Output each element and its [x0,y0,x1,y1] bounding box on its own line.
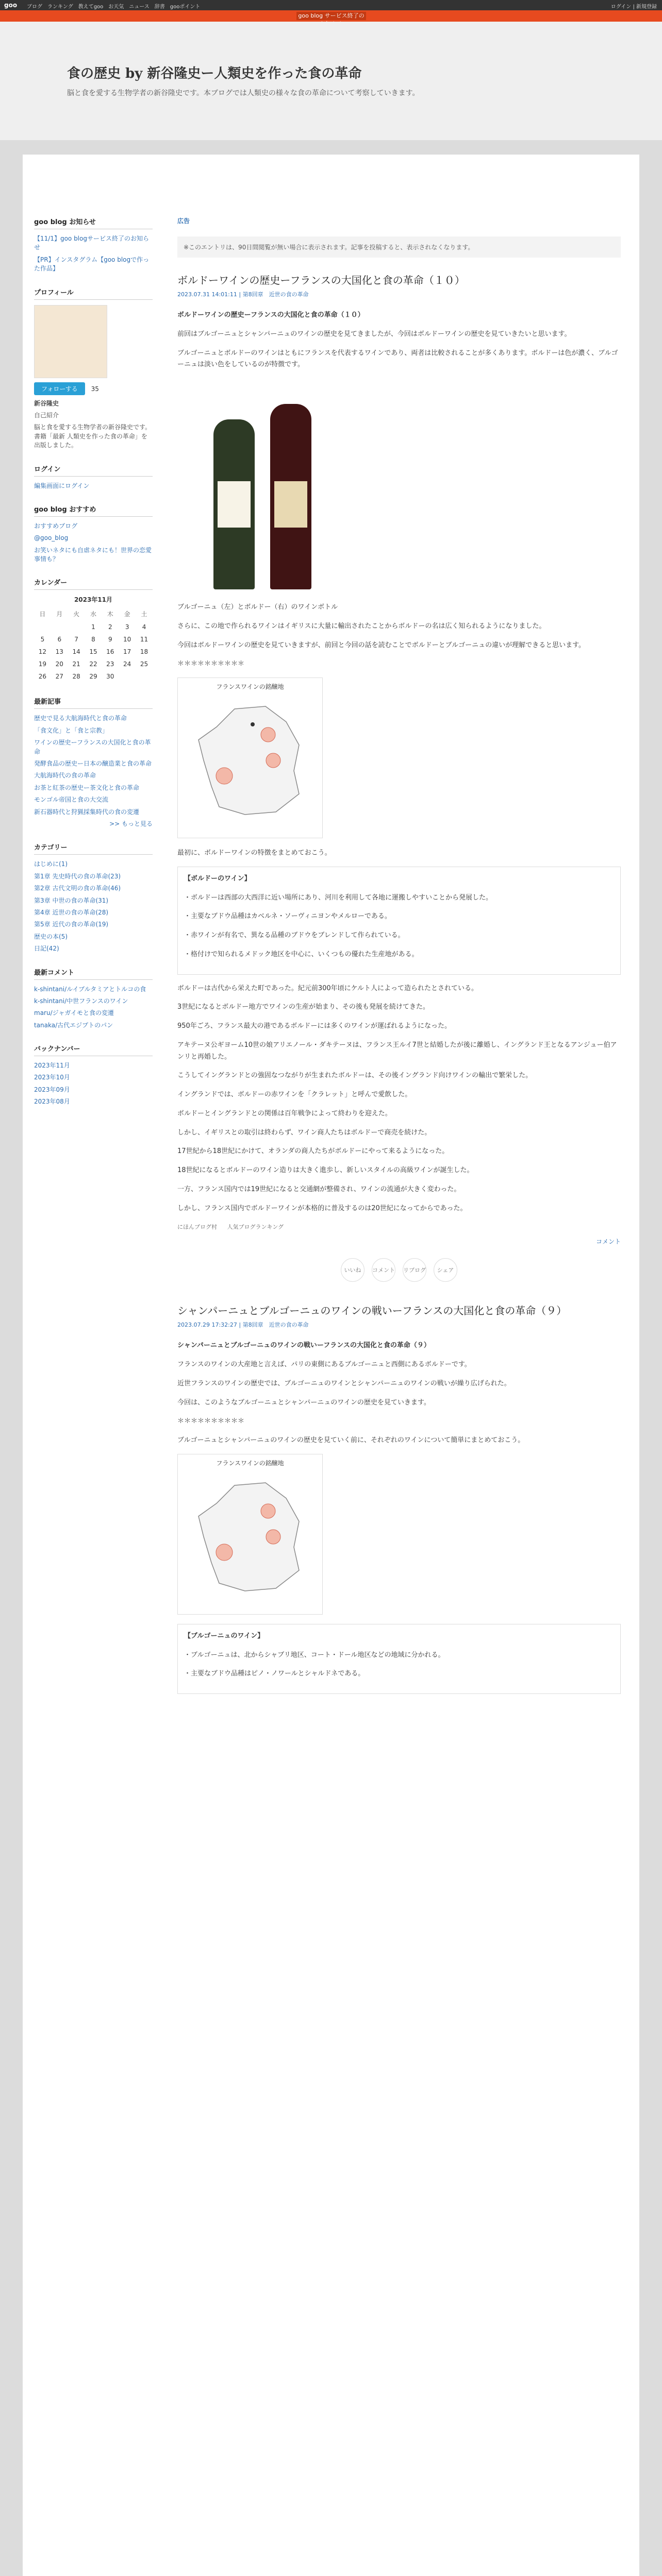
post-paragraph: 前回はブルゴーニュとシャンパーニュのワインの歴史を見てきましたが、今回はボルドーワインの歴史を見ていきたいと思います。 [177,330,571,338]
calendar-day[interactable]: 18 [140,648,148,656]
post-paragraph: 最初に、ボルドーワインの特徴をまとめておこう。 [177,849,332,857]
recent-article-link[interactable]: 発酵食品の歴史ー日本の醸造業と食の革命 [34,760,152,768]
calendar-day[interactable]: 16 [106,648,114,656]
category-heading: カテゴリー [34,842,153,855]
post-paragraph: イングランドでは、ボルドーの赤ワインを「クラレット」と呼んで愛飲した。 [177,1091,412,1098]
post-paragraph: しかし、イギリスとの取引は終わらず、ワイン商人たちはボルドーで商売を続けた。 [177,1128,432,1137]
recent-article-link[interactable]: お茶と紅茶の歴史ー茶文化と食の革命 [34,784,140,791]
notice-link[interactable]: 【11/1】goo blogサービス終了のお知らせ [34,235,149,251]
content-container [23,155,639,2576]
blog-header [0,22,662,141]
category-link[interactable]: 日記(42) [34,945,59,953]
features-title: 【ブルゴーニュのワイン】 [184,1632,264,1640]
calendar-day[interactable]: 22 [89,660,97,668]
feature-item: ・ブルゴーニュは、北からシャブリ地区、コート・ドール地区などの地域に分かれる。 [184,1651,445,1659]
weekday: 土 [141,611,147,618]
category-link[interactable]: 第3章 中世の食の革命(31) [34,896,109,904]
notice-heading: goo blog お知らせ [34,216,153,229]
more-link[interactable]: >> もっと見る [109,820,153,827]
share-button[interactable]: シェア [434,1258,457,1282]
post-article [177,1302,621,1694]
profile-name: 新谷隆史 [34,399,59,407]
feature-item: ・主要なブドウ品種はカベルネ・ソーヴィニヨンやメルローである。 [184,912,391,921]
recent-article-link[interactable]: ワインの歴史ーフランスの大国化と食の革命 [34,739,151,755]
recent-article-link[interactable]: 「食文化」と「食と宗教」 [34,726,109,734]
post-meta[interactable]: 2023.07.29 17:32:27 | 第8回章 近世の食の革命 [177,1321,309,1329]
post-paragraph: ブルゴーニュとボルドーのワインはともにフランスを代表するワインであり、両者は比較されることが多くあります。ボルドーは色が濃く、ブルゴーニュは淡い色をしているのが特徴です。 [177,349,618,369]
calendar-day[interactable]: 24 [123,660,131,668]
backnumber-section [34,1043,153,1107]
inactive-notice: ※このエントリは、90日間閲覧が無い場合に表示されます。記事を投稿すると、表示されなくなります。 [177,236,621,258]
recommend-text[interactable]: お笑いネタにも自虐ネタにも！世界の恋愛事情も？ [34,546,152,563]
calendar-day[interactable]: 7 [74,636,78,643]
comment-button[interactable]: コメント [372,1258,395,1282]
post-article [177,272,621,1282]
comments-section [34,967,153,1030]
post-paragraph: アキテーヌ公ギヨーム10世の娘アリエノール・ダキテーヌは、フランス王ルイ7世と結婚したが後に離婚し、イングランド王となるアンジュー伯アンリと再婚した。 [177,1041,617,1061]
post-paragraph: さらに、この地で作られるワインはイギリスに大量に輸出されたことからボルドーの名は広く知られるようになりました。 [177,622,546,630]
post-paragraph: しかし、フランス国内でボルドーワインが本格的に普及するのは20世紀になってからであった。 [177,1204,467,1212]
post-paragraph: フランスのワインの大産地と言えば、パリの東側にあるブルゴーニュと西側にあるボルドーです。 [177,1361,471,1368]
backnumber-heading: バックナンバー [34,1043,153,1056]
profile-section [34,287,153,450]
comment-link[interactable]: k-shintani/ルイブルタミアとトルコの食 [34,985,146,993]
post-paragraph: ボルドーとイングランドとの関係は百年戦争によって終わりを迎えた。 [177,1109,392,1117]
post-meta[interactable]: 2023.07.31 14:01:11 | 第8回章 近世の食の革命 [177,291,309,298]
weekday: 水 [90,611,96,618]
bottle-label-right [274,481,307,528]
calendar-day[interactable] [136,670,153,683]
recommend-link[interactable]: @goo_blog [34,534,69,542]
comments-heading: 最新コメント [34,967,153,980]
post-separator [177,1282,621,1302]
blog-badges [177,1223,621,1231]
calendar-section [34,577,153,683]
profile-heading: プロフィール [34,287,153,300]
blogmura-badge[interactable]: にほんブログ村 [177,1224,217,1231]
backnumber-link[interactable]: 2023年08月 [34,1098,70,1106]
france-map-icon [188,1475,312,1599]
calendar-day[interactable]: 27 [55,673,63,681]
backnumber-link[interactable]: 2023年09月 [34,1086,70,1093]
calendar-day[interactable]: 3 [125,623,129,631]
post-paragraph: 今回はボルドーワインの歴史を見ていきますが、前回と今回の話を読むことでボルドーとブルゴーニュの違いが理解できると思います。 [177,641,586,649]
calendar-day[interactable] [68,621,85,633]
alert-bar [0,10,662,22]
like-button[interactable]: いいね [341,1258,365,1282]
weekday: 木 [107,611,113,618]
post-paragraph: 17世紀から18世紀にかけて、オランダの商人たちがボルドーにやって来るようになった。 [177,1147,449,1156]
recent-heading: 最新記事 [34,696,153,709]
calendar-day[interactable]: 11 [140,636,148,643]
goo-logo[interactable]: goo [4,2,18,9]
calendar-heading: カレンダー [34,577,153,590]
profile-text: 脳と食を愛する生物学者の新谷隆史です。書籍「最新 人類史を作った食の革命」を出版しました。 [34,423,152,449]
notice-link[interactable]: 【PR】インスタグラム【goo blogで作った作品】 [34,256,150,273]
post-intro: ボルドーワインの歴史ーフランスの大国化と食の革命（１０） [177,311,365,319]
calendar-day[interactable]: 19 [38,660,47,668]
post-paragraph: 3世紀になるとボルドー地方でワインの生産が始まり、その後も発展を続けてきた。 [177,1003,429,1011]
post-paragraph: ブルゴーニュとシャンパーニュのワインの歴史を見ていく前に、それぞれのワインについて簡単にまとめておこう。 [177,1436,525,1444]
weekday: 日 [39,611,46,618]
wine-bottles-photo [177,378,353,595]
post-body [177,310,621,1282]
post-title[interactable]: ボルドーワインの歴史ーフランスの大国化と食の革命（１０） [177,274,465,286]
france-map-icon [188,699,312,822]
post-paragraph: 一方、フランス国内では19世紀になると交通網が整備され、ワインの流通が大きく変わった。 [177,1185,461,1193]
calendar-day[interactable]: 4 [142,623,146,631]
post-intro: シャンパーニュとブルゴーニュのワインの戦いーフランスの大国化と食の革命（９） [177,1342,431,1350]
profile-image [34,305,107,378]
weekday: 火 [73,611,80,618]
post-paragraph: こうしてイングランドとの強固なつながりが生まれたボルドーは、その後イングランド向けワインの輸出で繁栄した。 [177,1072,533,1080]
post-paragraph: 近世フランスのワインの歴史では、ブルゴーニュのワインとシャンパーニュのワインの戦いが繰り広げられた。 [177,1379,511,1387]
calendar-day[interactable]: 6 [57,636,62,643]
calendar-day[interactable]: 1 [91,623,95,631]
map-title: フランスワインの銘醸地 [216,1459,284,1467]
photo-caption: ブルゴーニュ（左）とボルドー（右）のワインボトル [177,603,338,611]
recent-article-link[interactable]: 歴史で見る大航海時代と食の革命 [34,715,127,722]
features-title: 【ボルドーのワイン】 [184,874,251,883]
feature-item: ・ボルドーは西部の大西洋に近い場所にあり、河川を利用して各地に運搬しやすいことから発展した。 [184,893,493,902]
reblog-button[interactable]: リブログ [403,1258,426,1282]
feature-item: ・赤ワインが有名で、異なる品種のブドウをブレンドして作られている。 [184,931,405,939]
calendar-day[interactable]: 15 [89,648,97,656]
blog-title[interactable]: 食の歴史 by 新谷隆史ー人類史を作った食の革命 [67,66,362,81]
calendar-day[interactable]: 20 [55,660,63,668]
service-end-notice-button[interactable]: goo blog サービス終了の [296,12,366,20]
post-paragraph: 18世紀になるとボルドーのワイン造りは大きく進歩し、新しいスタイルの高級ワインが誕生した。 [177,1166,474,1174]
calendar-day[interactable]: 5 [40,636,45,643]
login-section [34,464,153,490]
comment-link[interactable]: maru/ジャガイモと食の変遷 [34,1009,114,1017]
top-nav[interactable]: ブログ ランキング 教えてgoo お天気 ニュース 辞書 gooポイント [27,4,201,10]
recommend-section [34,504,153,564]
recent-section [34,696,153,828]
separator-stars: ＊＊＊＊＊＊＊＊＊＊ [177,1417,245,1426]
separator-stars: ＊＊＊＊＊＊＊＊＊＊ [177,660,245,668]
login-heading: ログイン [34,464,153,477]
profile-subheading: 自己紹介 [34,411,59,419]
features-box [177,867,621,975]
recent-article-link[interactable]: 新石器時代と狩猟採集時代の食の変遷 [34,808,140,816]
france-wine-map [177,677,323,838]
post-paragraph: 今回は、このようなブルゴーニュとシャンパーニュのワインの歴史を見ていきます。 [177,1398,431,1406]
recent-article-link[interactable]: 大航海時代の食の革命 [34,772,96,779]
calendar-day[interactable]: 26 [38,673,47,681]
category-link[interactable]: 第1章 先史時代の食の革命(23) [34,872,121,880]
calendar-day[interactable]: 23 [106,660,114,668]
calendar-month: 2023年11月 [74,596,113,604]
recommend-link[interactable]: おすすめブログ [34,522,78,530]
calendar-day[interactable]: 25 [140,660,148,668]
comment-link[interactable]: tanaka/古代エジプトのパン [34,1021,113,1029]
notice-section [34,216,153,274]
calendar-day[interactable]: 30 [106,673,114,681]
login-link[interactable]: 編集画面にログイン [34,482,90,489]
calendar-day[interactable]: 12 [38,648,47,656]
backnumber-link[interactable]: 2023年10月 [34,1074,70,1081]
weekday: 月 [56,611,63,618]
follower-count: 35 [91,385,99,393]
main-content [177,216,621,1694]
category-link[interactable]: はじめに(1) [34,860,68,868]
calendar-day[interactable]: 9 [108,636,112,643]
category-link[interactable]: 第5章 近代の食の革命(19) [34,921,109,928]
follow-button[interactable]: フォローする [34,382,85,395]
bottle-label-left [218,481,251,528]
sidebar [34,216,153,1120]
post-title[interactable]: シャンパーニュとブルゴーニュのワインの戦いーフランスの大国化と食の革命（９） [177,1304,567,1317]
calendar-day[interactable]: 17 [123,648,131,656]
ranking-badge[interactable]: 人気ブログランキング [227,1224,284,1231]
category-link[interactable]: 第4章 近世の食の革命(28) [34,908,109,916]
calendar-day[interactable] [119,670,136,683]
calendar-day[interactable]: 29 [89,673,97,681]
comment-link[interactable]: コメント [595,1238,621,1246]
backnumber-link[interactable]: 2023年11月 [34,1062,70,1070]
calendar-day[interactable]: 14 [72,648,80,656]
post-body [177,1340,621,1694]
category-link[interactable]: 歴史の本(5) [34,933,68,940]
share-buttons [177,1258,621,1282]
top-bar [0,0,662,10]
category-section [34,842,153,953]
blog-description: 脳と食を愛する生物学者の新谷隆史です。本ブログでは人類史の様々な食の革命について考察していきます。 [67,89,420,97]
calendar-day[interactable]: 8 [91,636,95,643]
map-title: フランスワインの銘醸地 [216,683,284,690]
calendar-day[interactable] [51,621,68,633]
post-paragraph: 950年ごろ、フランス最大の港であるボルドーには多くのワインが運ばれるようになった。 [177,1022,452,1030]
calendar-day[interactable]: 28 [72,673,80,681]
recent-article-link[interactable]: モンゴル帝国と食の大交流 [34,796,109,804]
comment-link[interactable]: k-shintani/中世フランスのワイン [34,997,128,1005]
calendar-day[interactable] [34,621,51,633]
calendar-day[interactable]: 10 [123,636,131,643]
recommend-heading: goo blog おすすめ [34,504,153,517]
login-links[interactable]: ログイン | 新規登録 [610,4,657,10]
feature-item: ・主要なブドウ品種はピノ・ノワールとシャルドネである。 [184,1670,365,1678]
calendar-day[interactable]: 2 [108,623,112,631]
calendar-table [34,607,153,683]
post-paragraph: ボルドーは古代から栄えた町であった。紀元前300年頃にケルト人によって造られたとされている。 [177,984,478,992]
ad-label: 広告 [177,217,190,225]
calendar-day[interactable]: 21 [72,660,80,668]
features-box [177,1624,621,1694]
category-link[interactable]: 第2章 古代文明の食の革命(46) [34,885,121,892]
france-wine-map [177,1454,323,1615]
feature-item: ・格付けで知られるメドック地区を中心に、いくつもの優れた生産地がある。 [184,950,419,958]
calendar-day[interactable]: 13 [55,648,63,656]
weekday: 金 [124,611,130,618]
